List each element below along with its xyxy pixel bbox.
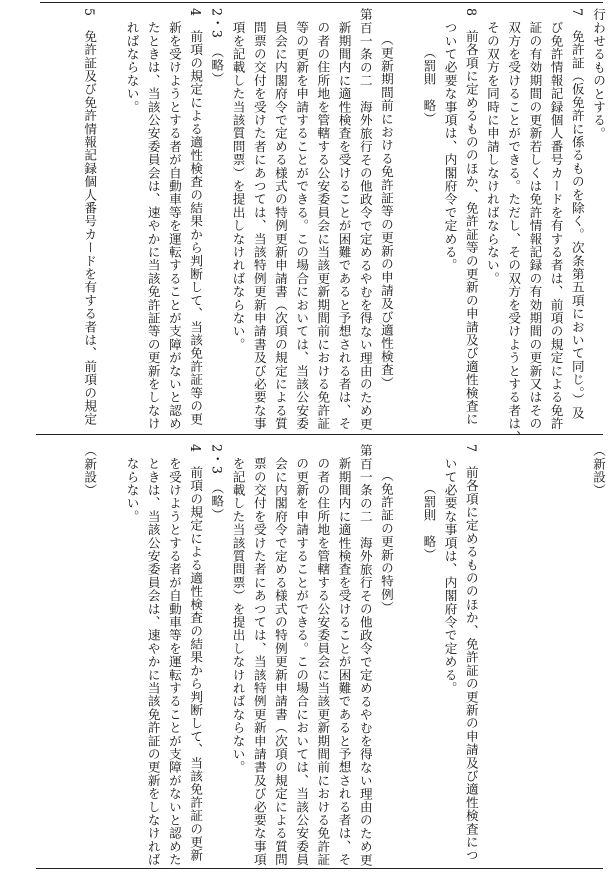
amended-text-line: その双方を同時に申請しなければならない。 xyxy=(484,20,500,285)
current-text-line: の更新を申請することができる。この場合においては、当該公安委員 xyxy=(294,456,310,866)
amended-text-line: 証の有効期間の更新若しくは免許情報記録の有効期間の更新又はその xyxy=(527,20,543,430)
amended-text-line: （罰則 略） xyxy=(421,45,437,125)
current-text-line: （新設） xyxy=(82,444,98,497)
current-text-line: 票の交付を受けた者にあつては、当該特例更新申請書及び必要な事項 xyxy=(251,456,267,866)
amended-text-line: 問票の交付を受けた者にあつては、当該特例更新申請書及び必要な事 xyxy=(251,20,267,430)
amended-text-line: 行わせるものとする。 xyxy=(591,8,606,140)
current-text-line: （罰則 略） xyxy=(421,481,437,561)
section-divider xyxy=(36,434,603,435)
amended-text-line: 5 免許証及び免許情報記録個人番号カードを有する者は、前項の規定 xyxy=(82,8,98,426)
current-text-line: 第百一条の二 海外旅行その他政令で定めるやむを得ない理由のため更 xyxy=(357,444,373,867)
current-text-line: いて必要な事項は、内閣府令で定める。 xyxy=(442,456,458,695)
amended-text-line xyxy=(100,8,121,428)
current-text-line xyxy=(482,444,503,868)
current-text-line: 会に内閣府令で定める様式の特例更新申請書（次項の規定による質問 xyxy=(272,456,288,866)
current-text-line: ならない。 xyxy=(124,456,140,523)
amended-text-line: 項を記載した当該質問票）を提出しなければならない。 xyxy=(230,20,246,351)
current-text-line: （新設） xyxy=(591,444,606,497)
amended-text-line: 2・3 （略） xyxy=(209,8,225,85)
amended-text-line: 7 免許証（仮免許に係るものを除く。次条第五項において同じ。）及 xyxy=(569,8,585,420)
amended-text-line: 双方を受けることができる。ただし、その双方を受けようとする者は、 xyxy=(506,20,522,443)
amended-text-body xyxy=(34,8,609,443)
amended-text-line: 員会に内閣府令で定める様式の特例更新申請書（次項の規定による質 xyxy=(272,20,288,430)
current-text-panel xyxy=(0,438,609,868)
bottom-border xyxy=(36,868,603,869)
amended-text-line: ればならない。 xyxy=(124,20,140,113)
current-text-line: 4 前項の規定による適性検査の結果から判断して、当該免許証の更新 xyxy=(188,444,204,862)
current-text-line: を受けようとする者が自動車等を運転することが支障がないと認めた xyxy=(166,456,182,866)
amended-text-line: ついて必要な事項は、内閣府令で定める。 xyxy=(442,20,458,272)
amended-text-line: 新期間内に適性検査を受けることが困難であると予想される者は、そ xyxy=(336,20,352,430)
current-text-line xyxy=(100,444,121,868)
amended-text-line: たときは、当該公安委員会は、速やかに当該免許証等の更新をしなけ xyxy=(145,20,161,430)
current-text-line xyxy=(397,444,418,868)
current-text-line: を記載した当該質問票）を提出しなければならない。 xyxy=(230,456,246,774)
current-text-line: 7 前各項に定めるもののほか、免許証の更新の申請及び適性検査につ xyxy=(463,444,479,862)
current-text-line xyxy=(503,444,524,868)
amended-text-line: 等の更新を申請することができる。この場合においては、当該公安委 xyxy=(294,20,310,430)
current-text-line xyxy=(524,444,545,868)
amended-text-line: （更新期間前における免許証等の更新の申請及び適性検査） xyxy=(378,33,394,390)
amended-text-line xyxy=(397,8,418,428)
current-text-line xyxy=(567,444,588,868)
current-text-line: 新期間内に適性検査を受けることが困難であると予想される者は、そ xyxy=(336,456,352,866)
current-text-line: 2・3 （略） xyxy=(209,444,225,521)
amended-text-line: 8 前各項に定めるもののほか、免許証等の更新の申請及び適性検査に xyxy=(463,8,479,426)
amended-text-line: の者の住所地を管轄する公安委員会に当該更新期間前における免許証 xyxy=(315,20,331,430)
current-text-body xyxy=(34,444,609,868)
current-text-line: の者の住所地を管轄する公安委員会に当該更新期間前における免許証 xyxy=(315,456,331,866)
amended-text-line: 4 前項の規定による適性検査の結果から判断して、当該免許証等の更 xyxy=(188,8,204,426)
amended-text-line: 第百一条の二 海外旅行その他政令で定めるやむを得ない理由のため更 xyxy=(357,8,373,431)
top-border xyxy=(40,2,603,3)
amended-text-line: び免許情報記録個人番号カードを有する者は、前項の規定による免許 xyxy=(548,20,564,430)
current-text-line xyxy=(545,444,566,868)
current-text-line: （免許証の更新の特例） xyxy=(378,469,394,615)
amended-text-line: 新を受けようとする者が自動車等を運転することが支障がないと認め xyxy=(166,20,182,430)
current-text-line: ときは、当該公安委員会は、速やかに当該免許証の更新をしなければ xyxy=(145,456,161,866)
